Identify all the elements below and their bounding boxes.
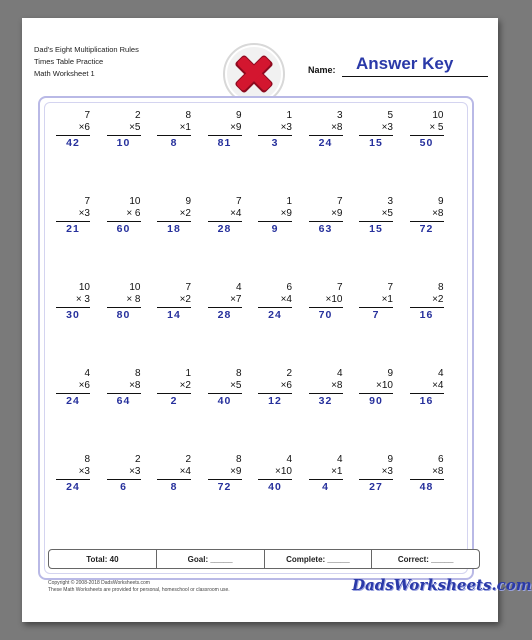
problem-multiplicand: 7 [336,196,343,207]
problems-board [38,96,474,580]
problem-multiplier: × 8 [126,294,141,305]
copyright-notice [48,580,230,594]
problem-answer: 24 [66,395,80,407]
problem-cell [258,454,292,540]
problem-multiplicand: 8 [235,454,242,465]
problem-cell [359,368,393,454]
problem-multiplicand: 9 [437,196,444,207]
problem-multiplier: × 3 [75,294,90,305]
problem-multiplicand: 6 [286,282,292,293]
problem-multiplicand: 7 [84,110,90,121]
problem-multiplier: ×2 [179,294,191,305]
problem-answer: 32 [318,395,333,407]
problem-multiplier: ×8 [432,466,444,477]
problem-multiplicand: 7 [235,196,242,207]
problem-answer: 70 [318,309,333,321]
problem-cell [157,110,191,196]
problem-cell [107,196,141,282]
problem-cell [157,196,191,282]
problem-cell [107,368,141,454]
problem-answer: 27 [369,481,383,493]
problem-multiplicand: 4 [286,454,292,465]
problem-answer: 24 [268,309,282,321]
problem-cell [107,454,141,540]
problem-multiplier: ×5 [129,122,141,133]
problem-cell [359,196,393,282]
problem-cell [359,110,393,196]
problem-answer: 8 [170,481,178,493]
problem-multiplier: ×7 [230,294,242,305]
problem-answer: 18 [167,223,181,235]
problem-multiplicand: 9 [387,368,393,379]
problem-multiplier: ×2 [179,208,191,219]
brand-logo: DadsWorksheets.com [352,576,532,594]
worksheet-header-info [34,44,139,80]
problem-cell [410,196,444,282]
goal-cell: Goal: _____ [157,550,265,568]
problem-multiplicand: 4 [235,282,242,293]
problem-multiplicand: 4 [84,368,90,379]
problem-cell [309,282,343,368]
problem-answer: 90 [369,395,383,407]
name-underline [342,76,488,77]
problem-multiplier: ×1 [381,294,393,305]
problem-answer: 21 [66,223,80,235]
worksheet-number: Math Worksheet 1 [34,69,95,78]
problem-multiplicand: 7 [84,196,90,207]
problem-cell [208,196,242,282]
problem-cell [107,110,141,196]
problem-cell [107,282,141,368]
complete-cell: Complete: _____ [265,550,373,568]
problem-answer: 40 [268,481,282,493]
problem-cell [309,110,343,196]
problem-answer: 72 [419,223,434,235]
problem-cell [208,368,242,454]
problem-answer: 16 [419,309,434,321]
problem-cell [359,454,393,540]
problem-answer: 80 [116,309,131,321]
problem-multiplier: ×4 [280,294,292,305]
problem-answer: 15 [369,223,383,235]
problem-answer: 28 [217,309,232,321]
problem-multiplier: ×5 [230,380,242,391]
problem-multiplicand: 10 [432,110,444,121]
problem-multiplicand: 5 [387,110,393,121]
problem-cell [258,196,292,282]
problem-cell [309,368,343,454]
problem-multiplicand: 7 [336,282,343,293]
problem-cell [208,110,242,196]
problem-multiplier: ×8 [432,208,444,219]
problem-answer: 81 [217,137,232,149]
problem-multiplier: ×9 [280,208,292,219]
problem-cell [56,368,90,454]
copyright-line: Copyright © 2008-2018 DadsWorksheets.com [48,580,150,586]
problem-cell [410,110,444,196]
problem-answer: 50 [419,137,434,149]
problem-answer: 9 [271,223,279,235]
problem-answer: 40 [217,395,232,407]
problem-multiplicand: 2 [185,454,191,465]
problem-cell [157,454,191,540]
problem-cell [258,110,292,196]
problem-answer: 48 [419,481,434,493]
problem-multiplier: ×4 [230,208,242,219]
problem-cell [410,454,444,540]
problem-multiplicand: 1 [286,110,292,121]
problem-multiplier: ×6 [78,380,90,391]
problem-answer: 28 [217,223,232,235]
worksheet-series-title: Dad's Eight Multiplication Rules [34,45,139,54]
problem-multiplier: ×3 [78,208,90,219]
problem-answer: 7 [372,309,380,321]
problem-multiplier: ×4 [432,380,444,391]
problem-multiplier: ×1 [179,122,191,133]
problem-multiplier: ×8 [129,380,141,391]
problem-answer: 8 [170,137,178,149]
problem-multiplier: ×3 [381,122,393,133]
problem-multiplicand: 6 [437,454,444,465]
worksheet-page [22,18,532,622]
problem-multiplier: ×10 [325,294,343,305]
problem-cell [157,368,191,454]
problem-multiplicand: 8 [437,282,444,293]
problem-multiplicand: 2 [134,110,141,121]
problem-answer: 12 [268,395,282,407]
problem-multiplicand: 3 [336,110,343,121]
problem-answer: 72 [217,481,232,493]
problem-multiplier: × 6 [126,208,141,219]
usage-line: These Math Worksheets are provided for personal, homeschool or classroom use. [48,587,230,593]
problem-multiplier: ×9 [230,122,242,133]
total-cell: Total: 40 [49,550,157,568]
problem-multiplier: ×6 [78,122,90,133]
problem-multiplier: ×10 [275,466,292,477]
problem-cell [208,454,242,540]
answer-key-label: Answer Key [356,54,454,73]
problem-multiplier: ×8 [331,380,343,391]
problem-multiplier: ×8 [331,122,343,133]
problem-answer: 64 [116,395,131,407]
problem-multiplier: ×2 [179,380,191,391]
problem-cell [208,282,242,368]
problem-answer: 24 [318,137,333,149]
problem-multiplier: ×6 [280,380,292,391]
problem-cell [309,454,343,540]
problem-multiplicand: 9 [235,110,242,121]
problem-multiplier: ×3 [129,466,141,477]
problem-multiplier: ×1 [331,466,343,477]
name-label: Name: [308,65,336,75]
problem-answer: 60 [116,223,131,235]
problem-answer: 6 [120,481,127,493]
problem-multiplicand: 4 [336,454,343,465]
problem-multiplicand: 8 [235,368,242,379]
problem-cell [410,368,444,454]
problem-multiplier: ×5 [381,208,393,219]
problem-multiplicand: 9 [387,454,393,465]
problem-multiplier: ×9 [331,208,343,219]
problem-cell [56,196,90,282]
problem-answer: 10 [116,137,131,149]
problem-multiplicand: 8 [134,368,141,379]
problem-cell [56,454,90,540]
problem-cell [359,282,393,368]
problem-cell [56,282,90,368]
problem-multiplicand: 8 [84,454,90,465]
problem-multiplicand: 3 [387,196,393,207]
name-field [308,54,488,82]
problem-multiplicand: 8 [185,110,191,121]
worksheet-subtitle: Times Table Practice [34,57,104,66]
problem-answer: 24 [66,481,80,493]
problem-multiplier: ×3 [280,122,292,133]
problem-multiplier: ×3 [381,466,393,477]
problem-cell [157,282,191,368]
problem-multiplicand: 10 [129,282,141,293]
problem-multiplicand: 4 [336,368,343,379]
score-bar [48,549,480,569]
problem-multiplicand: 10 [129,196,141,207]
problem-cell [56,110,90,196]
problem-multiplier: ×4 [179,466,191,477]
problem-answer: 63 [318,223,333,235]
problem-multiplier: ×2 [432,294,444,305]
problem-answer: 15 [369,137,383,149]
problem-multiplier: ×3 [78,466,90,477]
problem-answer: 2 [170,395,178,407]
problem-cell [258,282,292,368]
problem-multiplicand: 2 [134,454,141,465]
problem-multiplicand: 10 [78,282,90,293]
problem-answer: 3 [271,137,279,149]
problem-answer: 14 [167,309,181,321]
problems-grid [50,110,470,540]
problem-cell [258,368,292,454]
problem-multiplier: × 5 [429,122,444,133]
problem-cell [309,196,343,282]
problem-multiplicand: 2 [286,368,292,379]
correct-cell: Correct: _____ [397,554,454,564]
problem-multiplicand: 7 [387,282,393,293]
problem-multiplicand: 1 [286,196,292,207]
problem-cell [410,282,444,368]
problem-multiplier: ×9 [230,466,242,477]
problem-multiplicand: 4 [437,368,444,379]
problem-answer: 30 [66,309,80,321]
problem-answer: 16 [419,395,434,407]
problem-answer: 4 [322,481,329,493]
problem-answer: 42 [66,137,80,149]
problem-multiplicand: 7 [185,282,191,293]
problem-multiplicand: 9 [185,196,191,207]
problem-multiplicand: 1 [185,368,191,379]
problem-multiplier: ×10 [376,380,393,391]
